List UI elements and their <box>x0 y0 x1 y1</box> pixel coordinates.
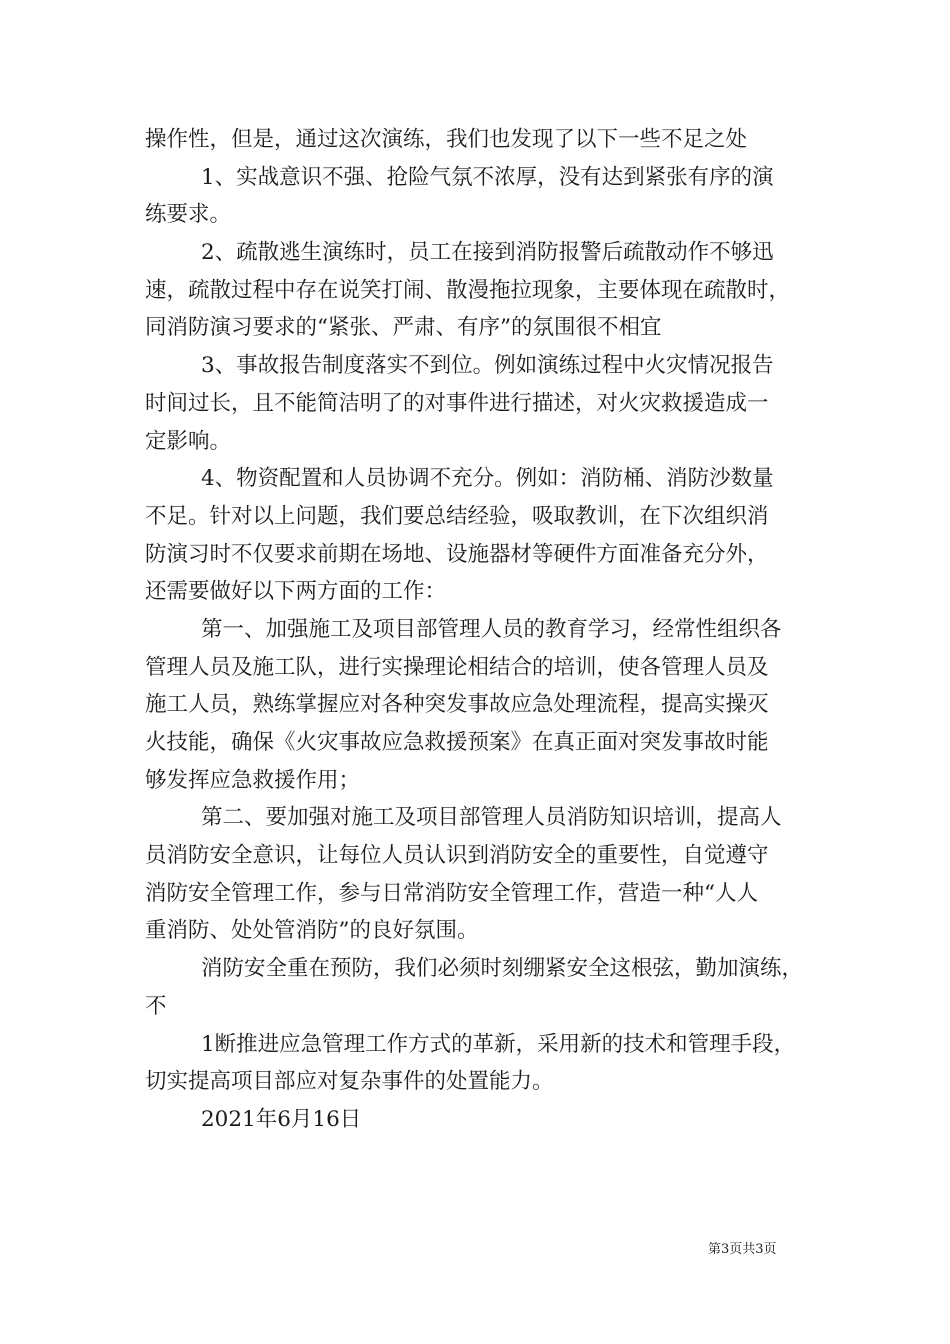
text-line: 防演习时不仅要求前期在场地、设施器材等硬件方面准备充分外， <box>145 541 769 567</box>
text-line: 消防安全管理工作，参与日常消防安全管理工作，营造一种“人人 <box>145 880 758 906</box>
text-line: 1、实战意识不强、抢险气氛不浓厚，没有达到紧张有序的演 <box>201 164 774 190</box>
text-line: 时间过长，且不能简洁明了的对事件进行描述，对火灾救援造成一 <box>145 390 769 416</box>
text-line: 管理人员及施工队，进行实操理论相结合的培训，使各管理人员及 <box>145 654 769 680</box>
text-line: 不足。针对以上问题，我们要总结经验，吸取教训，在下次组织消 <box>145 503 769 529</box>
document-date: 2021年6月16日 <box>201 1106 362 1132</box>
text-line: 4、物资配置和人员协调不充分。例如：消防桶、消防沙数量 <box>201 466 774 492</box>
text-line: 定影响。 <box>145 428 232 454</box>
text-line: 火技能，确保《火灾事故应急救援预案》在真正面对突发事故时能 <box>145 730 769 755</box>
page-number-footer: 第3页共3页 <box>708 1242 777 1257</box>
text-line: 重消防、处处管消防”的良好氛围。 <box>145 918 479 944</box>
text-line: 速，疏散过程中存在说笑打闹、散漫拖拉现象，主要体现在疏散时， <box>145 277 791 303</box>
document-body <box>145 121 825 1139</box>
text-line: 够发挥应急救援作用； <box>145 767 361 793</box>
text-line: 不 <box>145 993 167 1019</box>
text-line: 3、事故报告制度落实不到位。例如演练过程中火灾情况报告 <box>201 353 774 379</box>
text-line: 2、疏散逃生演练时，员工在接到消防报警后疏散动作不够迅 <box>201 240 774 266</box>
text-line: 施工人员，熟练掌握应对各种突发事故应急处理流程，提高实操灭 <box>145 692 769 718</box>
text-line: 1断推进应急管理工作方式的革新，采用新的技术和管理手段， <box>201 1031 796 1057</box>
text-line: 消防安全重在预防，我们必须时刻绷紧安全这根弦，勤加演练， <box>201 956 804 982</box>
text-line: 第二、要加强对施工及项目部管理人员消防知识培训，提高人 <box>201 805 782 831</box>
text-line: 还需要做好以下两方面的工作： <box>145 579 447 605</box>
text-line: 同消防演习要求的“紧张、严肃、有序”的氛围很不相宜 <box>145 315 662 341</box>
text-line: 员消防安全意识，让每位人员认识到消防安全的重要性，自觉遵守 <box>145 843 769 869</box>
text-line: 操作性，但是，通过这次演练，我们也发现了以下一些不足之处 <box>145 127 748 152</box>
text-line: 练要求。 <box>145 202 232 228</box>
text-line: 第一、加强施工及项目部管理人员的教育学习，经常性组织各 <box>201 616 782 642</box>
text-line: 切实提高项目部应对复杂事件的处置能力。 <box>145 1069 554 1095</box>
